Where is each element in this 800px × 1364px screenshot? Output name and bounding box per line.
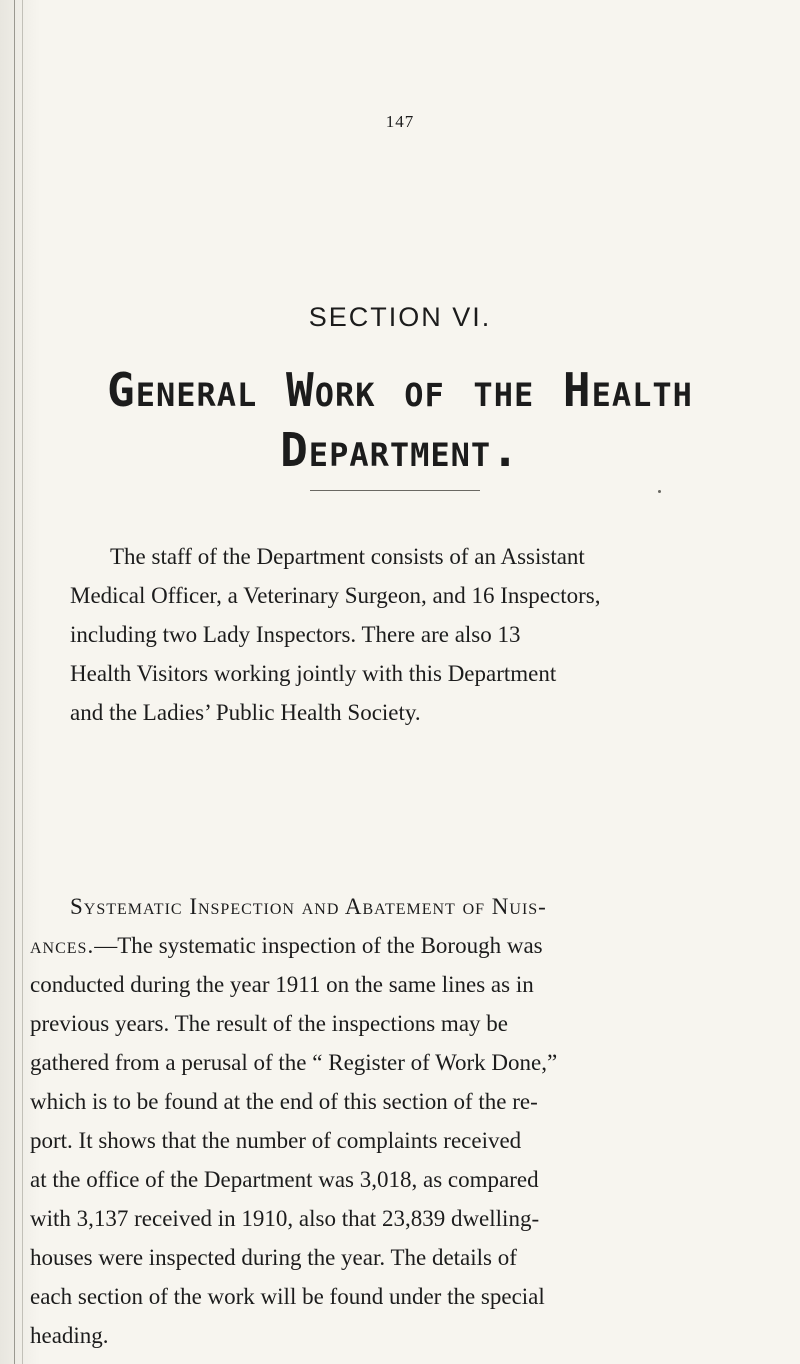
binding-line <box>14 0 15 1364</box>
paragraph-line: port. It shows that the number of complaints received <box>30 1128 522 1153</box>
paragraph-heading-continued: ances. <box>30 933 95 958</box>
staff-paragraph <box>70 537 690 732</box>
paragraph-line: houses were inspected during the year. The details of <box>30 1245 517 1270</box>
paragraph-line: and the Ladies’ Public Health Society. <box>70 700 421 725</box>
section-label: SECTION VI. <box>308 302 492 332</box>
section-title-line-2: Department. <box>280 423 520 477</box>
paragraph-line: Health Visitors working jointly with this Department <box>70 661 557 686</box>
paragraph-line-text: —The systematic inspection of the Borough was <box>94 933 543 958</box>
divider-rule <box>310 490 480 491</box>
paragraph-line: at the office of the Department was 3,018, as compared <box>30 1167 539 1192</box>
inspection-paragraph <box>30 887 690 1355</box>
paragraph-line: The staff of the Department consists of an Assistant <box>110 544 585 569</box>
paragraph-line <box>30 926 690 965</box>
paragraph-line: with 3,137 received in 1910, also that 23,839 dwelling- <box>30 1206 540 1231</box>
paragraph-line: which is to be found at the end of this section of the re- <box>30 1089 538 1114</box>
section-title-line-1: General Work of the Health <box>107 363 693 417</box>
paragraph-line: including two Lady Inspectors. There are also 13 <box>70 622 521 647</box>
divider-dot <box>658 490 661 493</box>
page-number: 147 <box>385 112 415 131</box>
paragraph-line: previous years. The result of the inspections may be <box>30 1011 508 1036</box>
paragraph-line: each section of the work will be found under the special <box>30 1284 545 1309</box>
section-title <box>0 360 800 480</box>
binding-line <box>22 0 23 1364</box>
paragraph-line: gathered from a perusal of the “ Register of Work Done,” <box>30 1050 558 1075</box>
paragraph-heading: Systematic Inspection and Abatement of Nuis- <box>70 894 547 919</box>
paragraph-line: heading. <box>30 1323 109 1348</box>
paragraph-line: Medical Officer, a Veterinary Surgeon, and 16 Inspectors, <box>70 583 601 608</box>
paragraph-line: conducted during the year 1911 on the same lines as in <box>30 972 534 997</box>
